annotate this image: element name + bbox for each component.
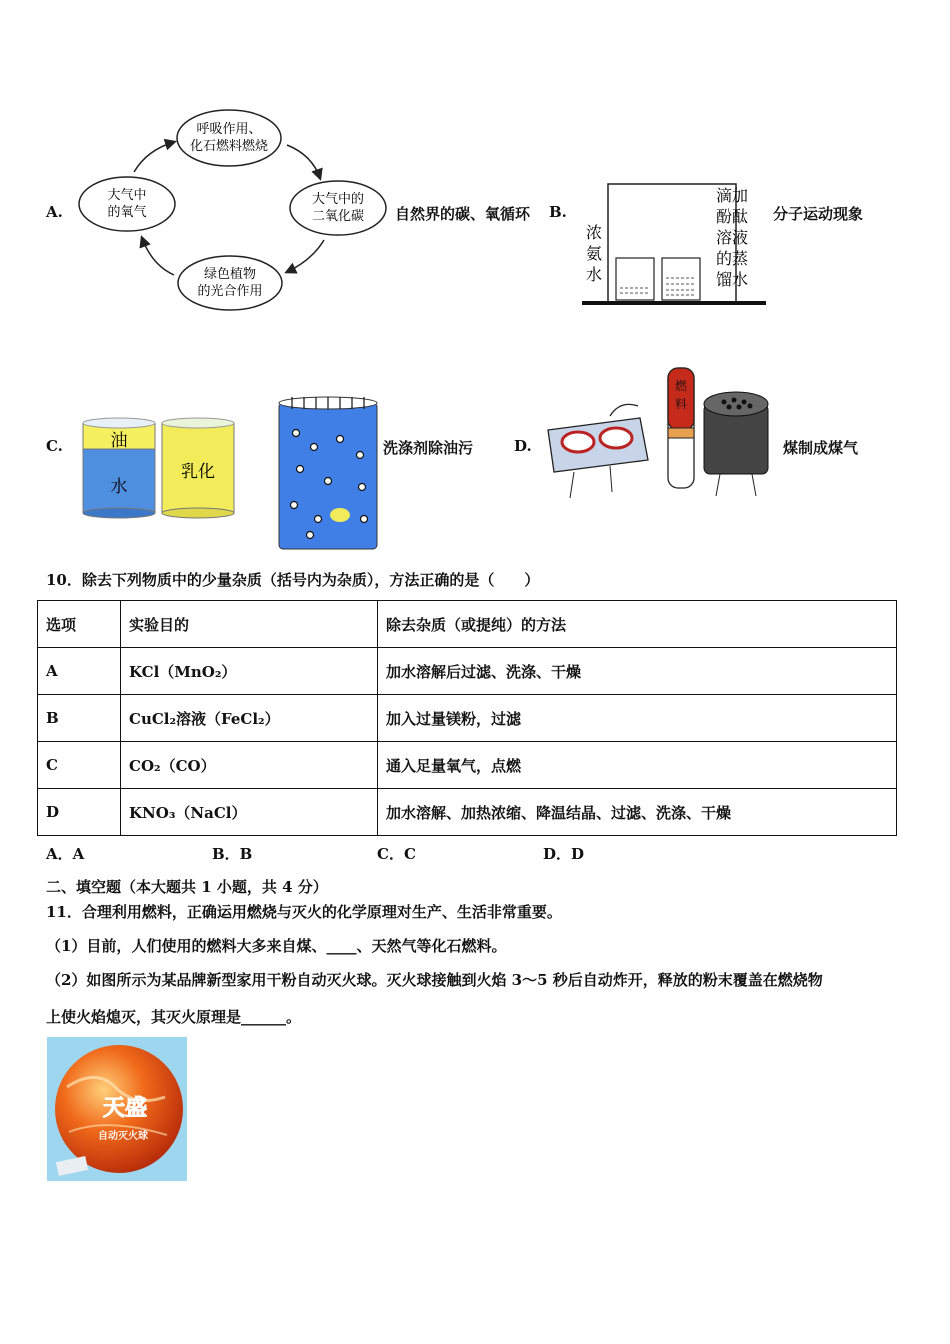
ammonia-text-1: 浓: [585, 223, 603, 242]
oil-label: 油: [110, 431, 128, 451]
cycle-node-top-line1: 呼吸作用、: [196, 122, 262, 137]
row-option: B: [38, 695, 121, 742]
fire-extinguisher-ball-photo: [47, 1037, 187, 1181]
row-purpose: KNO₃（NaCl）: [121, 789, 378, 836]
q11-part2-line2: 上使火焰熄灭，其灭火原理是______。: [46, 1008, 302, 1026]
option-d-caption: 煤制成煤气: [783, 439, 859, 457]
choice-d: D．D: [543, 845, 585, 863]
option-b-caption: 分子运动现象: [773, 205, 864, 223]
phenol-text-3: 溶液: [715, 228, 749, 247]
table-row: [38, 742, 897, 789]
row-method: 加入过量镁粉，过滤: [378, 695, 897, 742]
fuel-label-2: 料: [674, 397, 688, 411]
row-option: A: [38, 648, 121, 695]
choice-a: A．A: [46, 845, 85, 863]
cycle-node-top-line2: 化石燃料燃烧: [189, 139, 269, 154]
row-purpose: KCl（MnO₂）: [121, 648, 378, 695]
cycle-node-right-line2: 二氧化碳: [311, 209, 365, 224]
carbon-oxygen-cycle-diagram: [72, 100, 392, 315]
q10-stem: 10．除去下列物质中的少量杂质（括号内为杂质），方法正确的是（ ）: [46, 571, 540, 589]
option-a-label: A.: [46, 203, 63, 221]
cycle-node-left-line2: 的氧气: [107, 205, 147, 220]
phenol-text-5: 馏水: [715, 270, 749, 289]
phenol-text-1: 滴加: [715, 186, 749, 205]
option-a-caption: 自然界的碳、氧循环: [395, 205, 531, 223]
choice-c: C．C: [377, 845, 416, 863]
row-option: C: [38, 742, 121, 789]
phenol-text-2: 酚酞: [715, 207, 749, 226]
fuel-label-1: 燃: [674, 379, 688, 393]
cycle-node-bottom-line2: 的光合作用: [197, 284, 263, 299]
header-option: 选项: [38, 601, 121, 648]
option-d-label: D.: [514, 437, 532, 455]
row-method: 加水溶解后过滤、洗涤、干燥: [378, 648, 897, 695]
row-purpose: CO₂（CO）: [121, 742, 378, 789]
row-method: 加水溶解、加热浓缩、降温结晶、过滤、洗涤、干燥: [378, 789, 897, 836]
molecular-motion-apparatus: [580, 180, 770, 310]
cycle-node-left-line1: 大气中: [107, 188, 147, 203]
phenol-text-4: 的蒸: [715, 249, 749, 268]
choice-b: B．B: [212, 845, 253, 863]
coal-to-gas-cartoon: [540, 360, 780, 510]
header-method: 除去杂质（或提纯）的方法: [378, 601, 897, 648]
row-purpose: CuCl₂溶液（FeCl₂）: [121, 695, 378, 742]
q11-part1: （1）目前，人们使用的燃料大多来自煤、____、天然气等化石燃料。: [46, 937, 507, 955]
table-row: [38, 789, 897, 836]
cycle-node-right-line1: 大气中的: [311, 192, 365, 207]
table-row: [38, 695, 897, 742]
ammonia-text-3: 水: [585, 265, 603, 284]
detergent-emulsion-diagram: [78, 395, 383, 555]
q10-options-table: [37, 600, 897, 836]
table-header-row: [38, 601, 897, 648]
q11-part2-line1: （2）如图所示为某品牌新型家用干粉自动灭火球。灭火球接触到火焰 3～5 秒后自动炸开，释放的粉末覆盖在燃烧物: [46, 971, 823, 989]
option-c-label: C.: [46, 437, 63, 455]
ball-label: 自动灭火球: [98, 1131, 148, 1142]
option-b-label: B.: [549, 203, 567, 221]
section-title: 二、填空题（本大题共 1 小题，共 4 分）: [46, 878, 328, 896]
q11-stem: 11．合理利用燃料，正确运用燃烧与灭火的化学原理对生产、生活非常重要。: [46, 903, 562, 921]
row-method: 通入足量氧气，点燃: [378, 742, 897, 789]
table-row: [38, 648, 897, 695]
row-option: D: [38, 789, 121, 836]
cycle-node-bottom-line1: 绿色植物: [203, 267, 257, 282]
water-label: 水: [110, 477, 128, 497]
ammonia-text-2: 氨: [585, 244, 603, 263]
ball-brand: 天盛: [102, 1096, 148, 1121]
emulsion-label: 乳化: [181, 462, 215, 482]
option-c-caption: 洗涤剂除油污: [383, 439, 474, 457]
header-purpose: 实验目的: [121, 601, 378, 648]
